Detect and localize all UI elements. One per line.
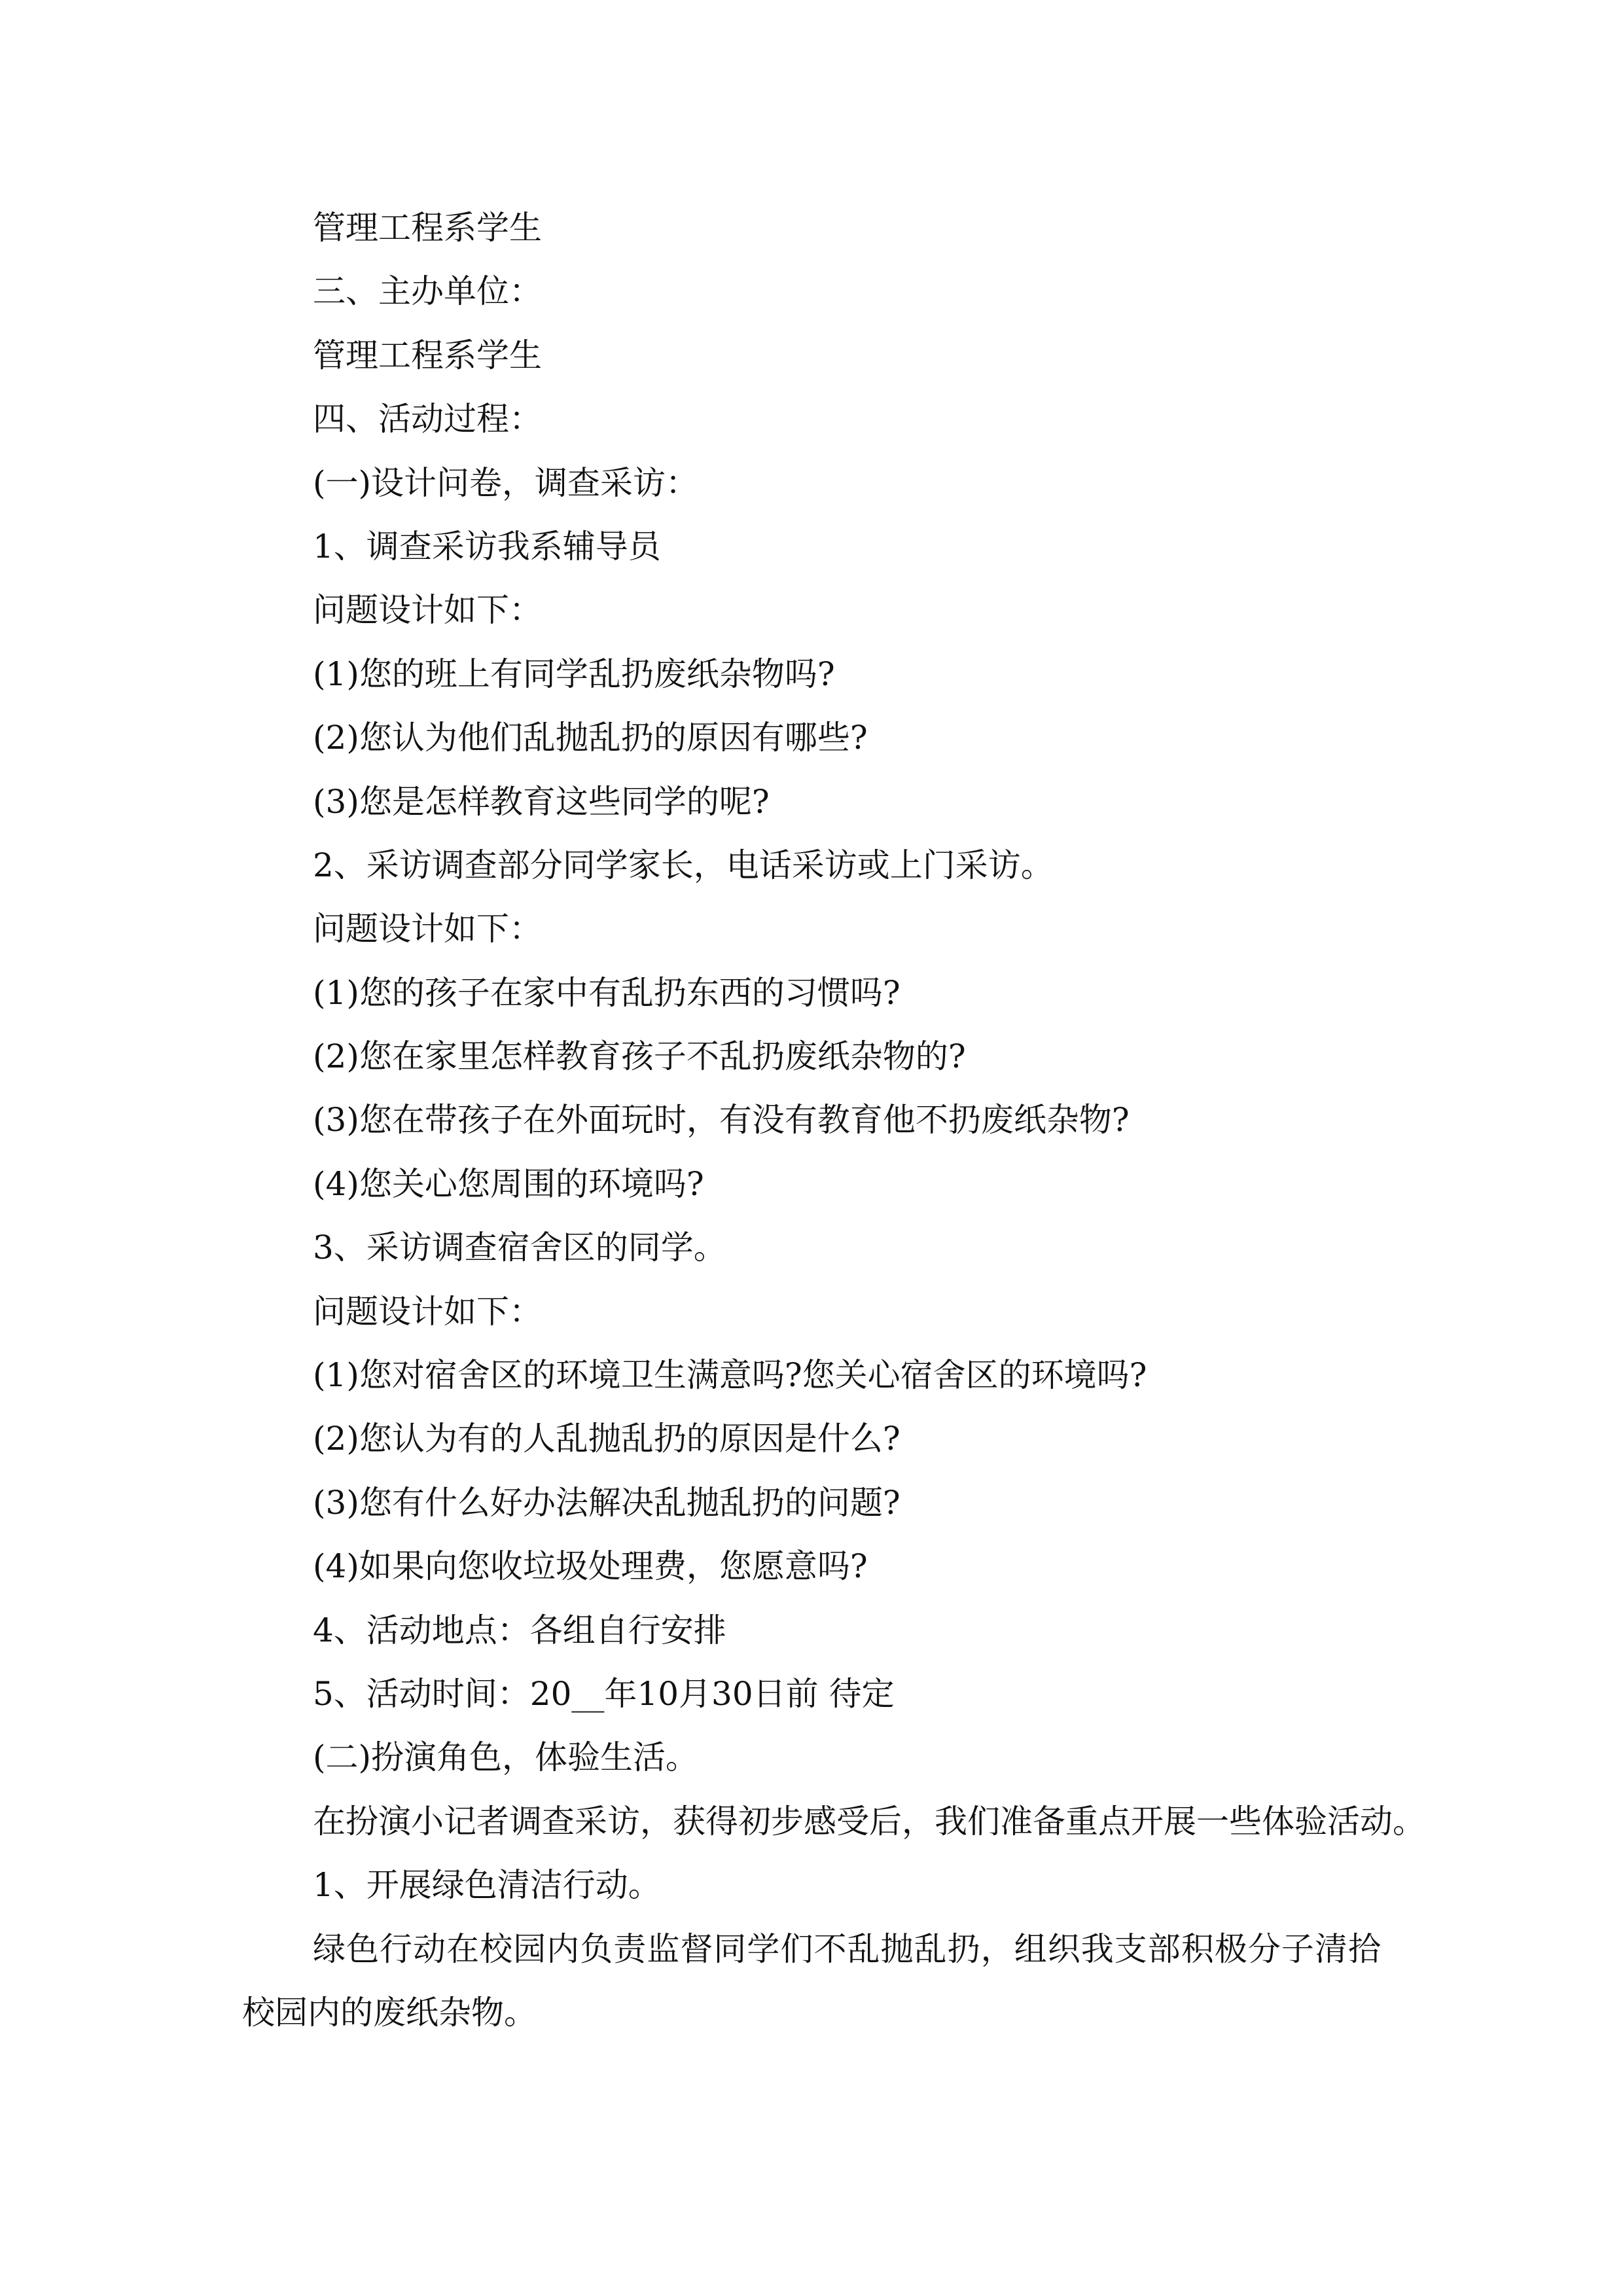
paragraph: 绿色行动在校园内负责监督同学们不乱抛乱扔，组织我支部积极分子清拾校园内的废纸杂物。 [242,1929,1381,2032]
question-item: (2)您认为有的人乱抛乱扔的原因是什么? [313,1420,901,1458]
text-line: 问题设计如下： [313,1292,542,1331]
list-item: 1、调查采访我系辅导员 [313,527,661,565]
section-heading: 三、主办单位： [313,272,542,311]
section-heading: 四、活动过程： [313,400,542,439]
subsection-heading: (一)设计问卷，调查采访： [313,463,699,502]
question-item: (2)您认为他们乱抛乱扔的原因有哪些? [313,719,868,757]
subsection-heading: (二)扮演角色，体验生活。 [313,1738,699,1777]
question-item: (4)如果向您收垃圾处理费，您愿意吗? [313,1547,868,1586]
question-item: (2)您在家里怎样教育孩子不乱扔废纸杂物的? [313,1037,966,1076]
list-item: 3、采访调查宿舍区的同学。 [313,1229,726,1267]
list-item: 1、开展绿色清洁行动。 [313,1866,661,1905]
text-line: 管理工程系学生 [313,209,542,247]
list-item: 2、采访调查部分同学家长，电话采访或上门采访。 [313,846,1054,884]
question-item: (1)您的班上有同学乱扔废纸杂物吗? [313,655,835,693]
question-item: (3)您是怎样教育这些同学的呢? [313,782,770,821]
text-line: 问题设计如下： [313,591,542,630]
question-item: (3)您有什么好办法解决乱抛乱扔的问题? [313,1483,901,1522]
list-item: 4、活动地点：各组自行安排 [313,1611,726,1649]
question-item: (1)您的孩子在家中有乱扔东西的习惯吗? [313,973,901,1012]
question-item: (4)您关心您周围的环境吗? [313,1164,704,1203]
text-line: 管理工程系学生 [313,336,542,374]
document-body [242,196,1425,2045]
question-item: (1)您对宿舍区的环境卫生满意吗?您关心宿舍区的环境吗? [313,1356,1147,1395]
question-item: (3)您在带孩子在外面玩时，有没有教育他不扔废纸杂物? [313,1101,1130,1139]
list-item: 5、活动时间：20__年10月30日前 待定 [313,1674,895,1713]
text-line: 问题设计如下： [313,910,542,948]
text-line: 在扮演小记者调查采访，获得初步感受后，我们准备重点开展一些体验活动。 [313,1802,1425,1840]
